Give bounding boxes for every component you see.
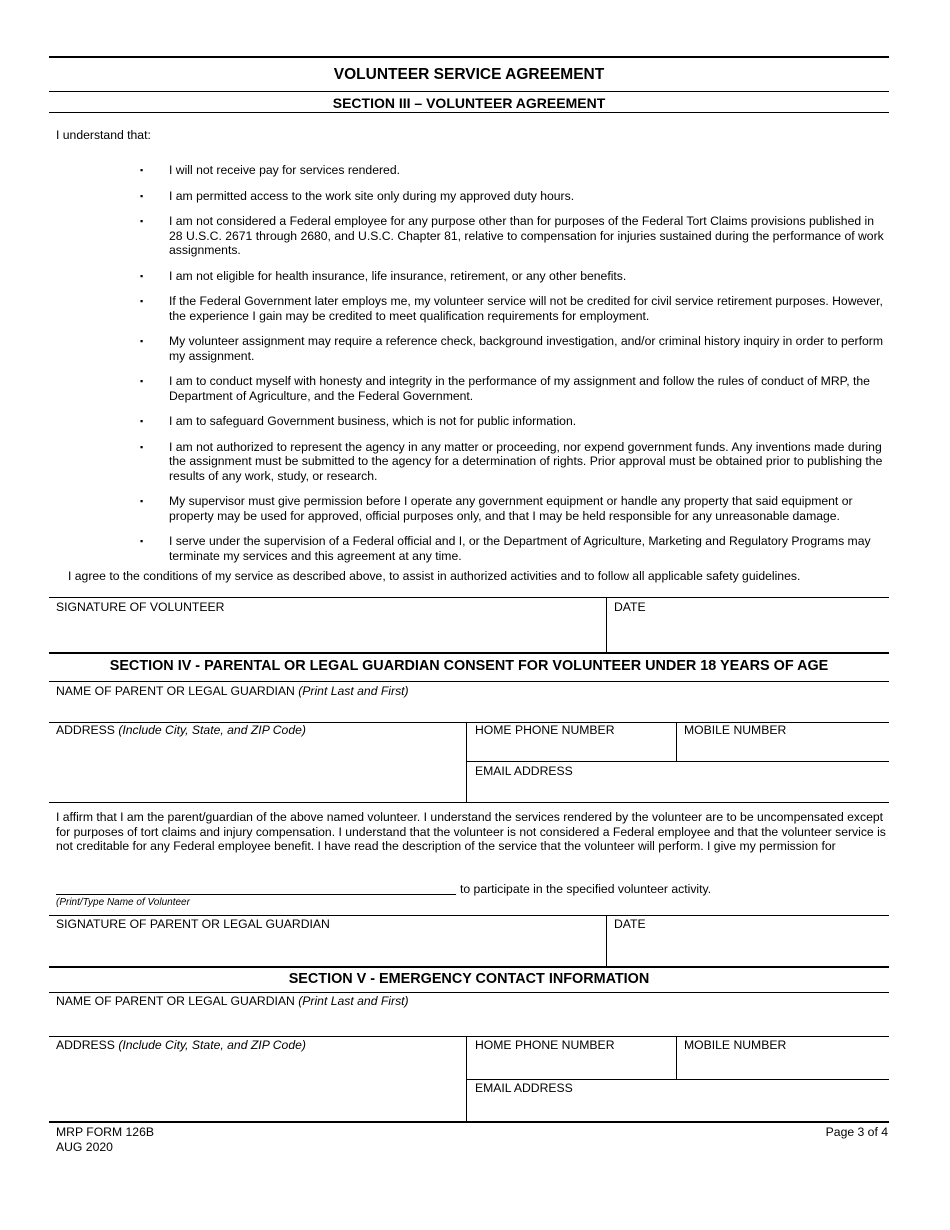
conditions-list [140,163,885,574]
section4-title: SECTION IV - PARENTAL OR LEGAL GUARDIAN CONSENT FOR VOLUNTEER UNDER 18 YEARS OF AGE [109,658,829,674]
volunteer-signature-label: SIGNATURE OF VOLUNTEER [56,600,225,614]
list-item [140,534,885,563]
form-title: VOLUNTEER SERVICE AGREEMENT [333,66,605,83]
rule [49,802,889,803]
bullet-icon: ▪ [140,441,144,452]
bullet-icon: ▪ [140,376,144,386]
list-item [140,214,885,258]
section5-title: SECTION V - EMERGENCY CONTACT INFORMATION [288,971,650,987]
emergency-email-label: EMAIL ADDRESS [475,1081,573,1095]
rule [49,112,889,113]
emergency-address-label: ADDRESS (Include City, State, and ZIP Code) [56,1038,306,1052]
guardian-address-hint: (Include City, State, and ZIP Code) [118,723,306,737]
emergency-home-phone-label: HOME PHONE NUMBER [475,1038,615,1052]
volunteer-signature-field[interactable] [49,598,607,653]
bullet-icon: ▪ [140,296,144,306]
intro-text: I understand that: [56,128,151,142]
guardian-name-field[interactable] [49,682,889,722]
guardian-date-field[interactable] [607,916,889,966]
volunteer-date-label: DATE [614,600,646,614]
emergency-address-hint: (Include City, State, and ZIP Code) [118,1038,306,1052]
volunteer-date-field[interactable] [607,598,889,653]
guardian-home-phone-label: HOME PHONE NUMBER [475,723,615,737]
rule [49,966,889,968]
bullet-icon: ▪ [140,536,144,546]
guardian-name-label: NAME OF PARENT OR LEGAL GUARDIAN (Print Last and First) [56,684,409,698]
guardian-mobile-field[interactable] [677,723,889,761]
bullet-icon: ▪ [140,165,144,175]
list-item-text: My supervisor must give permission before I operate any government equipment or handle any property that said equipment or property may be used for approved, official purposes only, and that I may be held responsible for any unreasonable damage. [169,494,853,523]
guardian-email-label: EMAIL ADDRESS [475,764,573,778]
list-item-text: I am not eligible for health insurance, life insurance, retirement, or any other benefits. [169,268,627,283]
emergency-mobile-label: MOBILE NUMBER [684,1038,787,1052]
list-item [140,494,885,523]
bullet-icon: ▪ [140,496,144,506]
guardian-signature-label: SIGNATURE OF PARENT OR LEGAL GUARDIAN [56,917,330,931]
print-name-hint: (Print/Type Name of Volunteer [56,897,190,908]
bullet-icon: ▪ [140,190,144,201]
volunteer-name-input[interactable] [56,880,456,895]
list-item [140,334,885,363]
list-item-text: I serve under the supervision of a Federal official and I, or the Department of Agriculture, Marketing and Regulatory Programs may terminate my services and this agreement at any time. [169,534,871,563]
guardian-email-field[interactable] [467,762,889,802]
list-item [140,163,885,178]
list-item-text: If the Federal Government later employs me, my volunteer service will not be credited for civil service retirement purposes. However, the experience I gain may be credited to meet qualification requirements for employment. [169,294,883,323]
emergency-email-field[interactable] [467,1080,889,1121]
list-item-text: I am permitted access to the work site only during my approved duty hours. [169,188,575,203]
guardian-mobile-label: MOBILE NUMBER [684,723,787,737]
list-item-text: I am to conduct myself with honesty and integrity in the performance of my assignment and follow the rules of conduct of MRP, the Department of Agriculture, and the Federal Government. [169,374,870,403]
affirm-text: I affirm that I am the parent/guardian of the above named volunteer. I understand the services rendered by the volunteer are to be uncompensated except for purposes of tort claims and injury compensation. I understand that the volunteer is not considered a Federal employee and that the volunteer service is not creditable for any Federal employee benefit. I have read the description of the service that the volunteer will perform. I give my permission for [56,810,886,854]
list-item-text: My volunteer assignment may require a reference check, background investigation, and/or criminal history inquiry in order to perform my assignment. [169,334,883,363]
emergency-name-field[interactable] [49,993,889,1036]
list-item [140,189,885,204]
bullet-icon: ▪ [140,270,144,281]
page-number: Page 3 of 4 [825,1125,888,1139]
agree-statement: I agree to the conditions of my service as described above, to assist in authorized activities and to follow all applicable safety guidelines. [68,569,801,583]
section3-title: SECTION III – VOLUNTEER AGREEMENT [332,95,606,111]
rule [49,1121,889,1123]
form-date: AUG 2020 [56,1140,113,1154]
list-item-text: I am not considered a Federal employee for any purpose other than for purposes of the Federal Tort Claims provisions published in 28 U.S.C. 2671 through 2680, and U.S.C. Chapter 81, relative to compensation for injuries sustained during the performance of work assignments. [169,214,884,257]
list-item [140,374,885,403]
list-item [140,414,885,429]
emergency-mobile-field[interactable] [677,1037,889,1079]
guardian-address-label: ADDRESS (Include City, State, and ZIP Code) [56,723,306,737]
list-item [140,440,885,484]
list-item-text: I am not authorized to represent the agency in any matter or proceeding, nor expend government funds. Any inventions made during the assignment must be submitted to the agency for a determination of rights. Prior approval must be obtained prior to publishing the results of any work, study, or research. [169,439,883,483]
list-item-text: I will not receive pay for services rendered. [169,163,400,177]
guardian-home-phone-field[interactable] [467,723,676,761]
rule [49,91,889,92]
bullet-icon: ▪ [140,416,144,426]
guardian-signature-field[interactable] [49,916,607,966]
list-item [140,294,885,323]
list-item-text: I am to safeguard Government business, which is not for public information. [169,414,577,428]
guardian-address-field[interactable] [49,723,467,803]
rule [49,652,889,654]
bullet-icon: ▪ [140,216,144,226]
emergency-name-hint: (Print Last and First) [298,994,409,1008]
emergency-name-label: NAME OF PARENT OR LEGAL GUARDIAN (Print Last and First) [56,994,409,1008]
emergency-home-phone-field[interactable] [467,1037,676,1079]
guardian-name-hint: (Print Last and First) [298,684,409,698]
bullet-icon: ▪ [140,336,144,346]
top-rule [49,56,889,58]
emergency-address-field[interactable] [49,1037,467,1121]
guardian-date-label: DATE [614,917,646,931]
list-item [140,269,885,284]
form-number: MRP FORM 126B [56,1125,154,1139]
participate-text: to participate in the specified volunteer activity. [460,882,712,896]
